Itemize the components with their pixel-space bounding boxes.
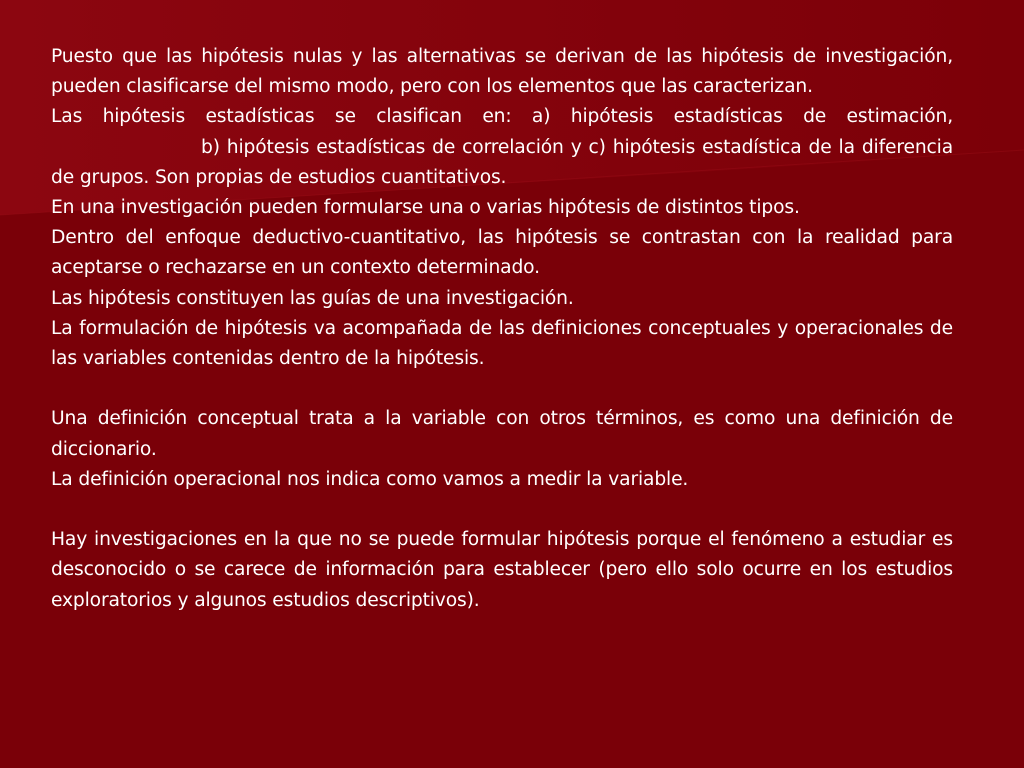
paragraph-6: La formulación de hipótesis va acompañada de las definiciones conceptuales y operacionales de las variables contenidas dentro de la hipótesis. <box>51 317 953 370</box>
paragraph-7: Una definición conceptual trata a la variable con otros términos, es como una definición de diccionario. <box>51 408 953 460</box>
paragraph-2 <box>51 102 953 193</box>
paragraph-5: Las hipótesis constituyen las guías de una investigación. <box>51 287 574 309</box>
blank-line <box>51 495 953 525</box>
blank-line <box>51 374 953 404</box>
paragraph-2-part-b: b) hipótesis estadísticas de correlación y c) hipótesis estadística de la diferencia de grupos. Son propias de estudios cuantitativos. <box>51 136 953 188</box>
paragraph-1: Puesto que las hipótesis nulas y las alternativas se derivan de las hipótesis de investigación, pueden clasificarse del mismo modo, pero con los elementos que las caracterizan. <box>51 46 953 98</box>
paragraph-4: Dentro del enfoque deductivo-cuantitativo, las hipótesis se contrastan con la realidad para aceptarse o rechazarse en un contexto determinado. <box>51 227 953 279</box>
paragraph-2-part-a: Las hipótesis estadísticas se clasifican en: a) hipótesis estadísticas de estimación, <box>51 106 953 128</box>
slide-body <box>51 42 953 616</box>
paragraph-8: La definición operacional nos indica como vamos a medir la variable. <box>51 468 689 490</box>
paragraph-9: Hay investigaciones en la que no se puede formular hipótesis porque el fenómeno a estudiar es desconocido o se carece de información para establecer (pero ello solo ocurre en los estudios exploratorios y algunos estudios descriptivos). <box>51 529 953 611</box>
paragraph-3: En una investigación pueden formularse una o varias hipótesis de distintos tipos. <box>51 197 800 219</box>
